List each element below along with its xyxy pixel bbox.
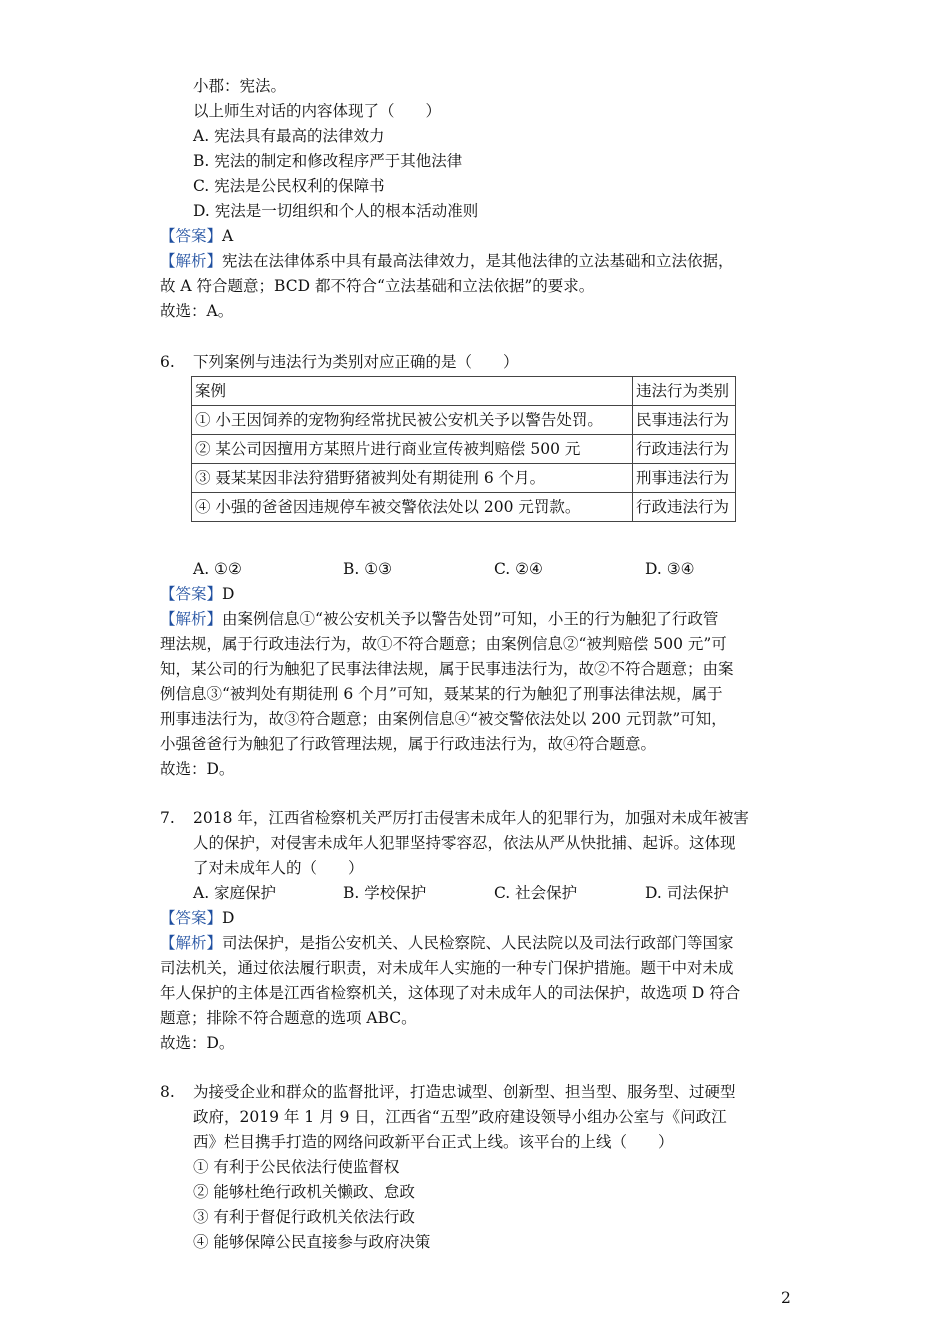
table-cell-category: 行政违法行为 <box>633 435 736 464</box>
table-row <box>192 464 736 493</box>
table-row <box>192 406 736 435</box>
q8-item-1: ① 有利于公民依法行使监督权 <box>193 1158 400 1176</box>
table-cell-category: 民事违法行为 <box>633 406 736 435</box>
analysis-tag: 【解析】 <box>160 610 223 628</box>
answer-tag: 【答案】 <box>160 227 223 245</box>
q6-analysis-text: 由案例信息①“被公安机关予以警告处罚”可知，小王的行为触犯了行政管 <box>222 610 719 628</box>
q7-option-a: A. 家庭保护 <box>193 884 277 902</box>
q7-choice: 故选：D。 <box>160 1034 235 1052</box>
q6-analysis-line-3: 知，某公司的行为触犯了民事法律法规，属于民事违法行为，故②不符合题意；由案 <box>160 660 734 678</box>
q5-answer: A <box>222 227 234 245</box>
table-cell-case: ① 小王因饲养的宠物狗经常扰民被公安机关予以警告处罚。 <box>192 406 633 435</box>
q6-answer: D <box>222 585 235 603</box>
q7-analysis-line-4: 题意；排除不符合题意的选项 ABC。 <box>160 1009 417 1027</box>
q6-answer-line <box>160 582 234 606</box>
q8-stem-line-1: 为接受企业和群众的监督批评，打造忠诚型、创新型、担当型、服务型、过硬型 <box>193 1083 736 1101</box>
q8-item-2: ② 能够杜绝行政机关懒政、怠政 <box>193 1183 415 1201</box>
table-cell-category: 行政违法行为 <box>633 493 736 522</box>
q7-answer-line <box>160 906 234 930</box>
table-cell-category: 刑事违法行为 <box>633 464 736 493</box>
q6-case-table <box>191 376 736 522</box>
q5-option-a: A. 宪法具有最高的法律效力 <box>193 127 385 145</box>
q5-stem: 以上师生对话的内容体现了（ ） <box>193 102 442 120</box>
q6-option-c: C. ②④ <box>494 560 543 578</box>
table-row <box>192 493 736 522</box>
q6-number: 6. <box>160 353 175 371</box>
q8-item-3: ③ 有利于督促行政机关依法行政 <box>193 1208 415 1226</box>
q8-number: 8. <box>160 1083 175 1101</box>
q7-option-d: D. 司法保护 <box>645 884 729 902</box>
q8-stem-line-2: 政府，2019 年 1 月 9 日，江西省“五型”政府建设领导小组办公室与《问政江 <box>193 1108 727 1126</box>
q5-analysis-text: 宪法在法律体系中具有最高法律效力，是其他法律的立法基础和立法依据， <box>222 252 734 270</box>
answer-tag: 【答案】 <box>160 585 223 603</box>
table-cell-case: ④ 小强的爸爸因违规停车被交警依法处以 200 元罚款。 <box>192 493 633 522</box>
table-cell-case: ② 某公司因擅用方某照片进行商业宣传被判赔偿 500 元 <box>192 435 633 464</box>
q6-stem: 下列案例与违法行为类别对应正确的是（ ） <box>193 353 519 371</box>
table-header-row <box>192 377 736 406</box>
q6-analysis-line-6: 小强爸爸行为触犯了行政管理法规，属于行政违法行为，故④符合题意。 <box>160 735 657 753</box>
q6-analysis-line-1 <box>160 607 718 631</box>
q5-choice: 故选：A。 <box>160 302 234 320</box>
table-header-case: 案例 <box>192 377 633 406</box>
table-header-category: 违法行为类别 <box>633 377 736 406</box>
q5-option-d: D. 宪法是一切组织和个人的根本活动准则 <box>193 202 479 220</box>
q5-analysis-line-1 <box>160 249 734 273</box>
page-number: 2 <box>781 1289 791 1307</box>
q6-analysis-line-2: 理法规，属于行政违法行为，故①不符合题意；由案例信息②“被判赔偿 500 元”可 <box>160 635 727 653</box>
q7-number: 7. <box>160 809 175 827</box>
q6-analysis-line-4: 例信息③“被判处有期徒刑 6 个月”可知，聂某某的行为触犯了刑事法律法规，属于 <box>160 685 723 703</box>
q7-analysis-line-3: 年人保护的主体是江西省检察机关，这体现了对未成年人的司法保护，故选项 D 符合 <box>160 984 741 1002</box>
q5-answer-line <box>160 224 233 248</box>
q5-option-b: B. 宪法的制定和修改程序严于其他法律 <box>193 152 463 170</box>
analysis-tag: 【解析】 <box>160 934 223 952</box>
q6-choice: 故选：D。 <box>160 760 235 778</box>
q7-stem-line-3: 了对未成年人的（ ） <box>193 859 364 877</box>
q7-stem-line-1: 2018 年，江西省检察机关严厉打击侵害未成年人的犯罪行为，加强对未成年被害 <box>193 809 749 827</box>
table-row <box>192 435 736 464</box>
q8-stem-line-3: 西》栏目携手打造的网络问政新平台正式上线。该平台的上线（ ） <box>193 1133 674 1151</box>
q8-item-4: ④ 能够保障公民直接参与政府决策 <box>193 1233 431 1251</box>
q5-dialog-tail: 小郡：宪法。 <box>193 77 287 95</box>
q7-analysis-line-1 <box>160 931 734 955</box>
q5-option-c: C. 宪法是公民权利的保障书 <box>193 177 385 195</box>
analysis-tag: 【解析】 <box>160 252 223 270</box>
q7-analysis-line-2: 司法机关，通过依法履行职责，对未成年人实施的一种专门保护措施。题干中对未成 <box>160 959 734 977</box>
q6-option-b: B. ①③ <box>343 560 393 578</box>
q5-analysis-line-2: 故 A 符合题意；BCD 都不符合“立法基础和立法依据”的要求。 <box>160 277 595 295</box>
q7-option-c: C. 社会保护 <box>494 884 578 902</box>
answer-tag: 【答案】 <box>160 909 223 927</box>
q6-analysis-line-5: 刑事违法行为，故③符合题意；由案例信息④“被交警依法处以 200 元罚款”可知， <box>160 710 727 728</box>
table-cell-case: ③ 聂某某因非法狩猎野猪被判处有期徒刑 6 个月。 <box>192 464 633 493</box>
q7-answer: D <box>222 909 235 927</box>
q6-option-a: A. ①② <box>193 560 242 578</box>
q7-option-b: B. 学校保护 <box>343 884 427 902</box>
q7-stem-line-2: 人的保护，对侵害未成年人犯罪坚持零容忍，依法从严从快批捕、起诉。这体现 <box>193 834 736 852</box>
q7-analysis-text: 司法保护，是指公安机关、人民检察院、人民法院以及司法行政部门等国家 <box>222 934 734 952</box>
q6-option-d: D. ③④ <box>645 560 695 578</box>
